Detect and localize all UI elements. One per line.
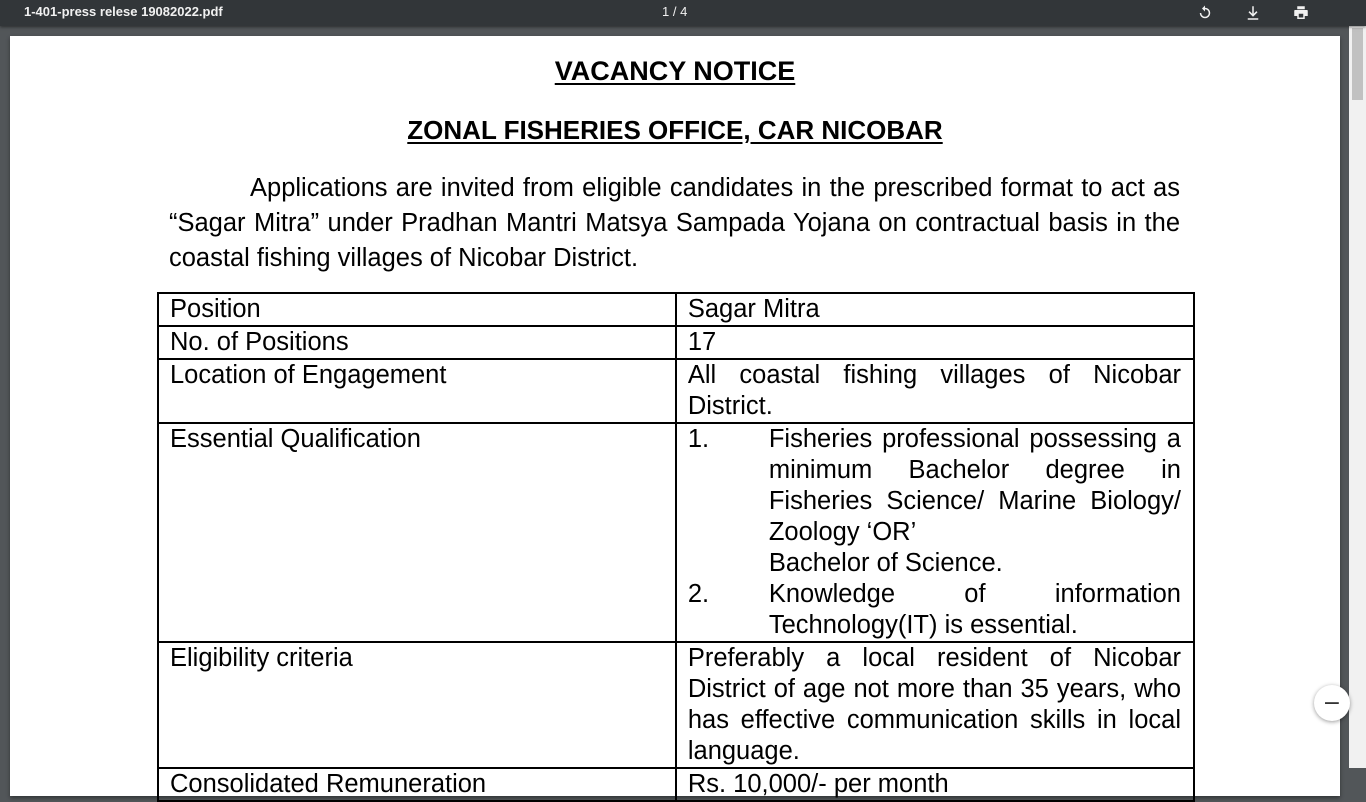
row-value: All coastal fishing villages of Nicobar District. xyxy=(676,359,1194,423)
zoom-out-button[interactable]: − xyxy=(1314,685,1350,721)
row-label: Location of Engagement xyxy=(158,359,676,423)
pdf-viewer[interactable] xyxy=(0,26,1366,798)
document-subtitle: ZONAL FISHERIES OFFICE, CAR NICOBAR xyxy=(407,115,943,145)
vacancy-table xyxy=(157,292,1195,802)
print-button[interactable] xyxy=(1289,1,1313,25)
document-title: VACANCY NOTICE xyxy=(554,56,796,86)
row-label: Essential Qualification xyxy=(158,423,676,642)
qualification-item xyxy=(688,424,1181,579)
download-icon xyxy=(1244,4,1262,22)
rotate-icon xyxy=(1196,4,1214,22)
table-row xyxy=(158,768,1194,801)
row-label: Position xyxy=(158,293,676,326)
scrollbar-thumb[interactable] xyxy=(1352,28,1363,100)
row-value: Sagar Mitra xyxy=(676,293,1194,326)
row-label: Eligibility criteria xyxy=(158,642,676,768)
print-icon xyxy=(1292,4,1310,22)
row-label: Consolidated Remuneration xyxy=(158,768,676,801)
row-label: No. of Positions xyxy=(158,326,676,359)
rotate-button[interactable] xyxy=(1193,1,1217,25)
table-row xyxy=(158,642,1194,768)
qualification-item xyxy=(688,579,1181,641)
row-value: 17 xyxy=(676,326,1194,359)
qualification-number: 2. xyxy=(687,580,710,608)
pdf-page xyxy=(10,36,1340,796)
qualification-text: Knowledge of information Technology(IT) is essential. xyxy=(768,580,1181,639)
qualification-number: 1. xyxy=(687,425,710,453)
row-value: Preferably a local resident of Nicobar District of age not more than 35 years, who has effective communication skills in local language. xyxy=(676,642,1194,768)
row-value: Rs. 10,000/- per month xyxy=(676,768,1194,801)
intro-paragraph: Applications are invited from eligible candidates in the prescribed format to act as “Sagar Mitra” under Pradhan Mantri Matsya Sampada Yojana on contractual basis in the coastal fishing villages of Nicobar District. xyxy=(169,174,1180,272)
qualification-list xyxy=(676,423,1194,642)
table-row xyxy=(158,293,1194,326)
download-button[interactable] xyxy=(1241,1,1265,25)
table-row xyxy=(158,359,1194,423)
pdf-toolbar xyxy=(0,0,1366,26)
file-name: 1-401-press relese 19082022.pdf xyxy=(24,4,223,19)
table-row xyxy=(158,326,1194,359)
qualification-text: Fisheries professional possessing a minimum Bachelor degree in Fisheries Science/ Marine Biology/ Zoology ‘OR’ xyxy=(768,425,1181,546)
table-row xyxy=(158,423,1194,642)
qualification-extra: Bachelor of Science. xyxy=(768,549,1003,577)
page-indicator: 1 / 4 xyxy=(662,4,688,19)
vertical-scrollbar[interactable] xyxy=(1349,26,1366,768)
